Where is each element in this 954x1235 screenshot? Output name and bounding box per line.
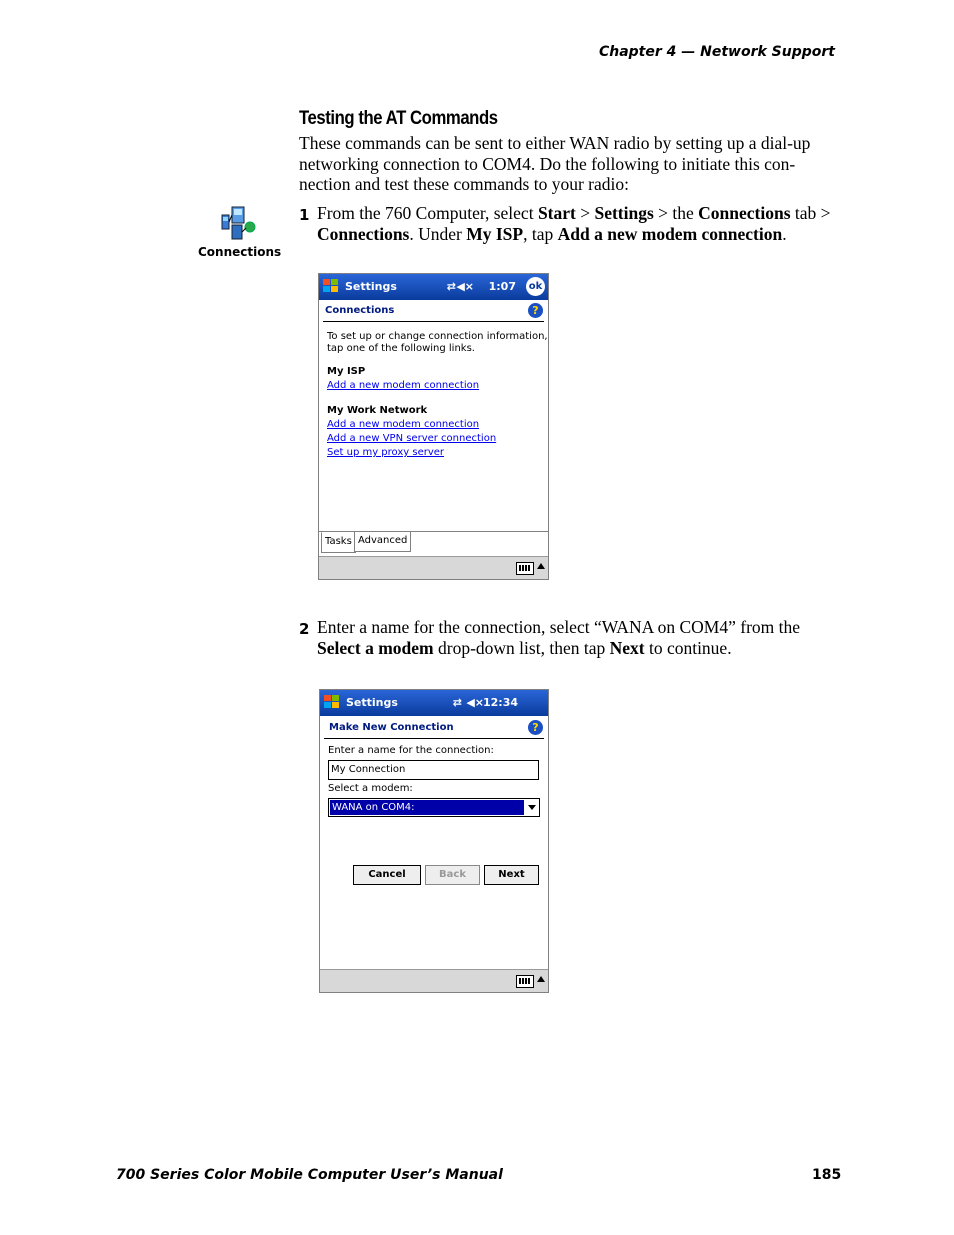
speaker-icon[interactable]: ◀×: [466, 696, 484, 709]
step-text-run: From the 760 Computer, select: [317, 203, 538, 223]
tab-tasks[interactable]: Tasks: [321, 532, 356, 553]
new-connection-screenshot: [319, 689, 549, 993]
add-modem-connection-link[interactable]: Add a new modem connection: [327, 380, 480, 391]
work-network-heading: My Work Network: [327, 405, 428, 416]
name-label: Enter a name for the connection:: [328, 745, 494, 756]
step-text-run: to continue.: [644, 637, 732, 658]
menu-bar: [320, 969, 548, 992]
input-panel-arrow-icon[interactable]: [537, 563, 545, 569]
step-bold-run: Start: [537, 203, 576, 223]
window-title: Settings: [345, 280, 397, 293]
step-number: 1: [299, 206, 310, 224]
step-text-run: , tap: [523, 223, 558, 244]
step-bold-run: Settings: [594, 203, 654, 223]
page-subtitle: Connections: [325, 305, 395, 316]
title-bar: [320, 690, 548, 716]
step-bold-run: Next: [609, 637, 645, 658]
divider: [323, 321, 544, 322]
proxy-server-link[interactable]: Set up my proxy server: [327, 447, 445, 458]
connections-screenshot: [318, 273, 549, 580]
step-text: [317, 203, 842, 244]
step-bold-run: Connections: [698, 203, 791, 223]
help-icon[interactable]: ?: [528, 303, 543, 318]
modem-select[interactable]: [328, 798, 540, 817]
step-text-run: Enter a name for the connection, select “WANA on COM4” from the: [317, 617, 801, 637]
tab-advanced[interactable]: Advanced: [354, 532, 411, 552]
title-bar: [319, 274, 548, 300]
connectivity-icon[interactable]: ⇄: [452, 696, 462, 709]
modem-label: Select a modem:: [328, 783, 413, 794]
divider: [324, 738, 544, 739]
ok-button[interactable]: ok: [526, 277, 545, 296]
running-header: Chapter 4 — Network Support: [598, 44, 835, 60]
connections-icon-label: Connections: [198, 245, 282, 259]
instruction-line: tap one of the following links.: [327, 343, 475, 354]
step-text-run: tab >: [790, 203, 831, 223]
connections-icon: [218, 205, 258, 241]
help-icon[interactable]: ?: [528, 720, 543, 735]
step-text: [317, 617, 842, 658]
intro-paragraph: These commands can be sent to either WAN radio by setting up a dial-up networking connection to COM4. Do the following to initiate this con-nection and test these commands to your radio:: [299, 133, 811, 194]
menu-bar: [319, 556, 548, 579]
clock[interactable]: 12:34: [482, 696, 518, 709]
step-text-run: . Under: [409, 223, 467, 244]
connection-name-input[interactable]: My Connection: [328, 760, 539, 780]
start-flag-icon[interactable]: [321, 276, 341, 296]
step-text-run: > the: [653, 203, 699, 223]
tab-strip: [319, 531, 548, 552]
input-panel-arrow-icon[interactable]: [537, 976, 545, 982]
add-vpn-link[interactable]: Add a new VPN server connection: [327, 433, 497, 444]
page-subtitle: Make New Connection: [329, 722, 454, 733]
isp-heading: My ISP: [327, 366, 366, 377]
step-number: 2: [299, 620, 310, 638]
start-flag-icon[interactable]: [322, 692, 342, 712]
keyboard-icon[interactable]: [516, 562, 534, 575]
step-bold-run: My ISP: [466, 223, 524, 244]
speaker-icon[interactable]: ◀×: [456, 280, 474, 293]
connectivity-icon[interactable]: ⇄: [446, 280, 456, 293]
work-add-modem-link[interactable]: Add a new modem connection: [327, 419, 480, 430]
modem-select-value: WANA on COM4:: [330, 800, 524, 815]
window-title: Settings: [346, 696, 398, 709]
step-text-run: drop-down list, then tap: [433, 637, 610, 658]
step-text-run: .: [782, 223, 787, 244]
page-number: 185: [812, 1167, 842, 1183]
instruction-line: To set up or change connection information,: [327, 331, 548, 342]
step-bold-run: Select a modem: [317, 637, 434, 658]
keyboard-icon[interactable]: [516, 975, 534, 988]
step-bold-run: Connections: [317, 223, 410, 244]
chevron-down-icon[interactable]: [528, 805, 536, 810]
cancel-button[interactable]: Cancel: [353, 865, 421, 885]
back-button[interactable]: Back: [425, 865, 480, 885]
next-button[interactable]: Next: [484, 865, 539, 885]
footer-manual-title: 700 Series Color Mobile Computer User’s Manual: [116, 1167, 503, 1183]
clock[interactable]: 1:07: [488, 280, 516, 293]
step-bold-run: Add a new modem connection: [557, 223, 783, 244]
section-title: Testing the AT Commands: [299, 108, 498, 129]
step-text-run: >: [575, 203, 595, 223]
